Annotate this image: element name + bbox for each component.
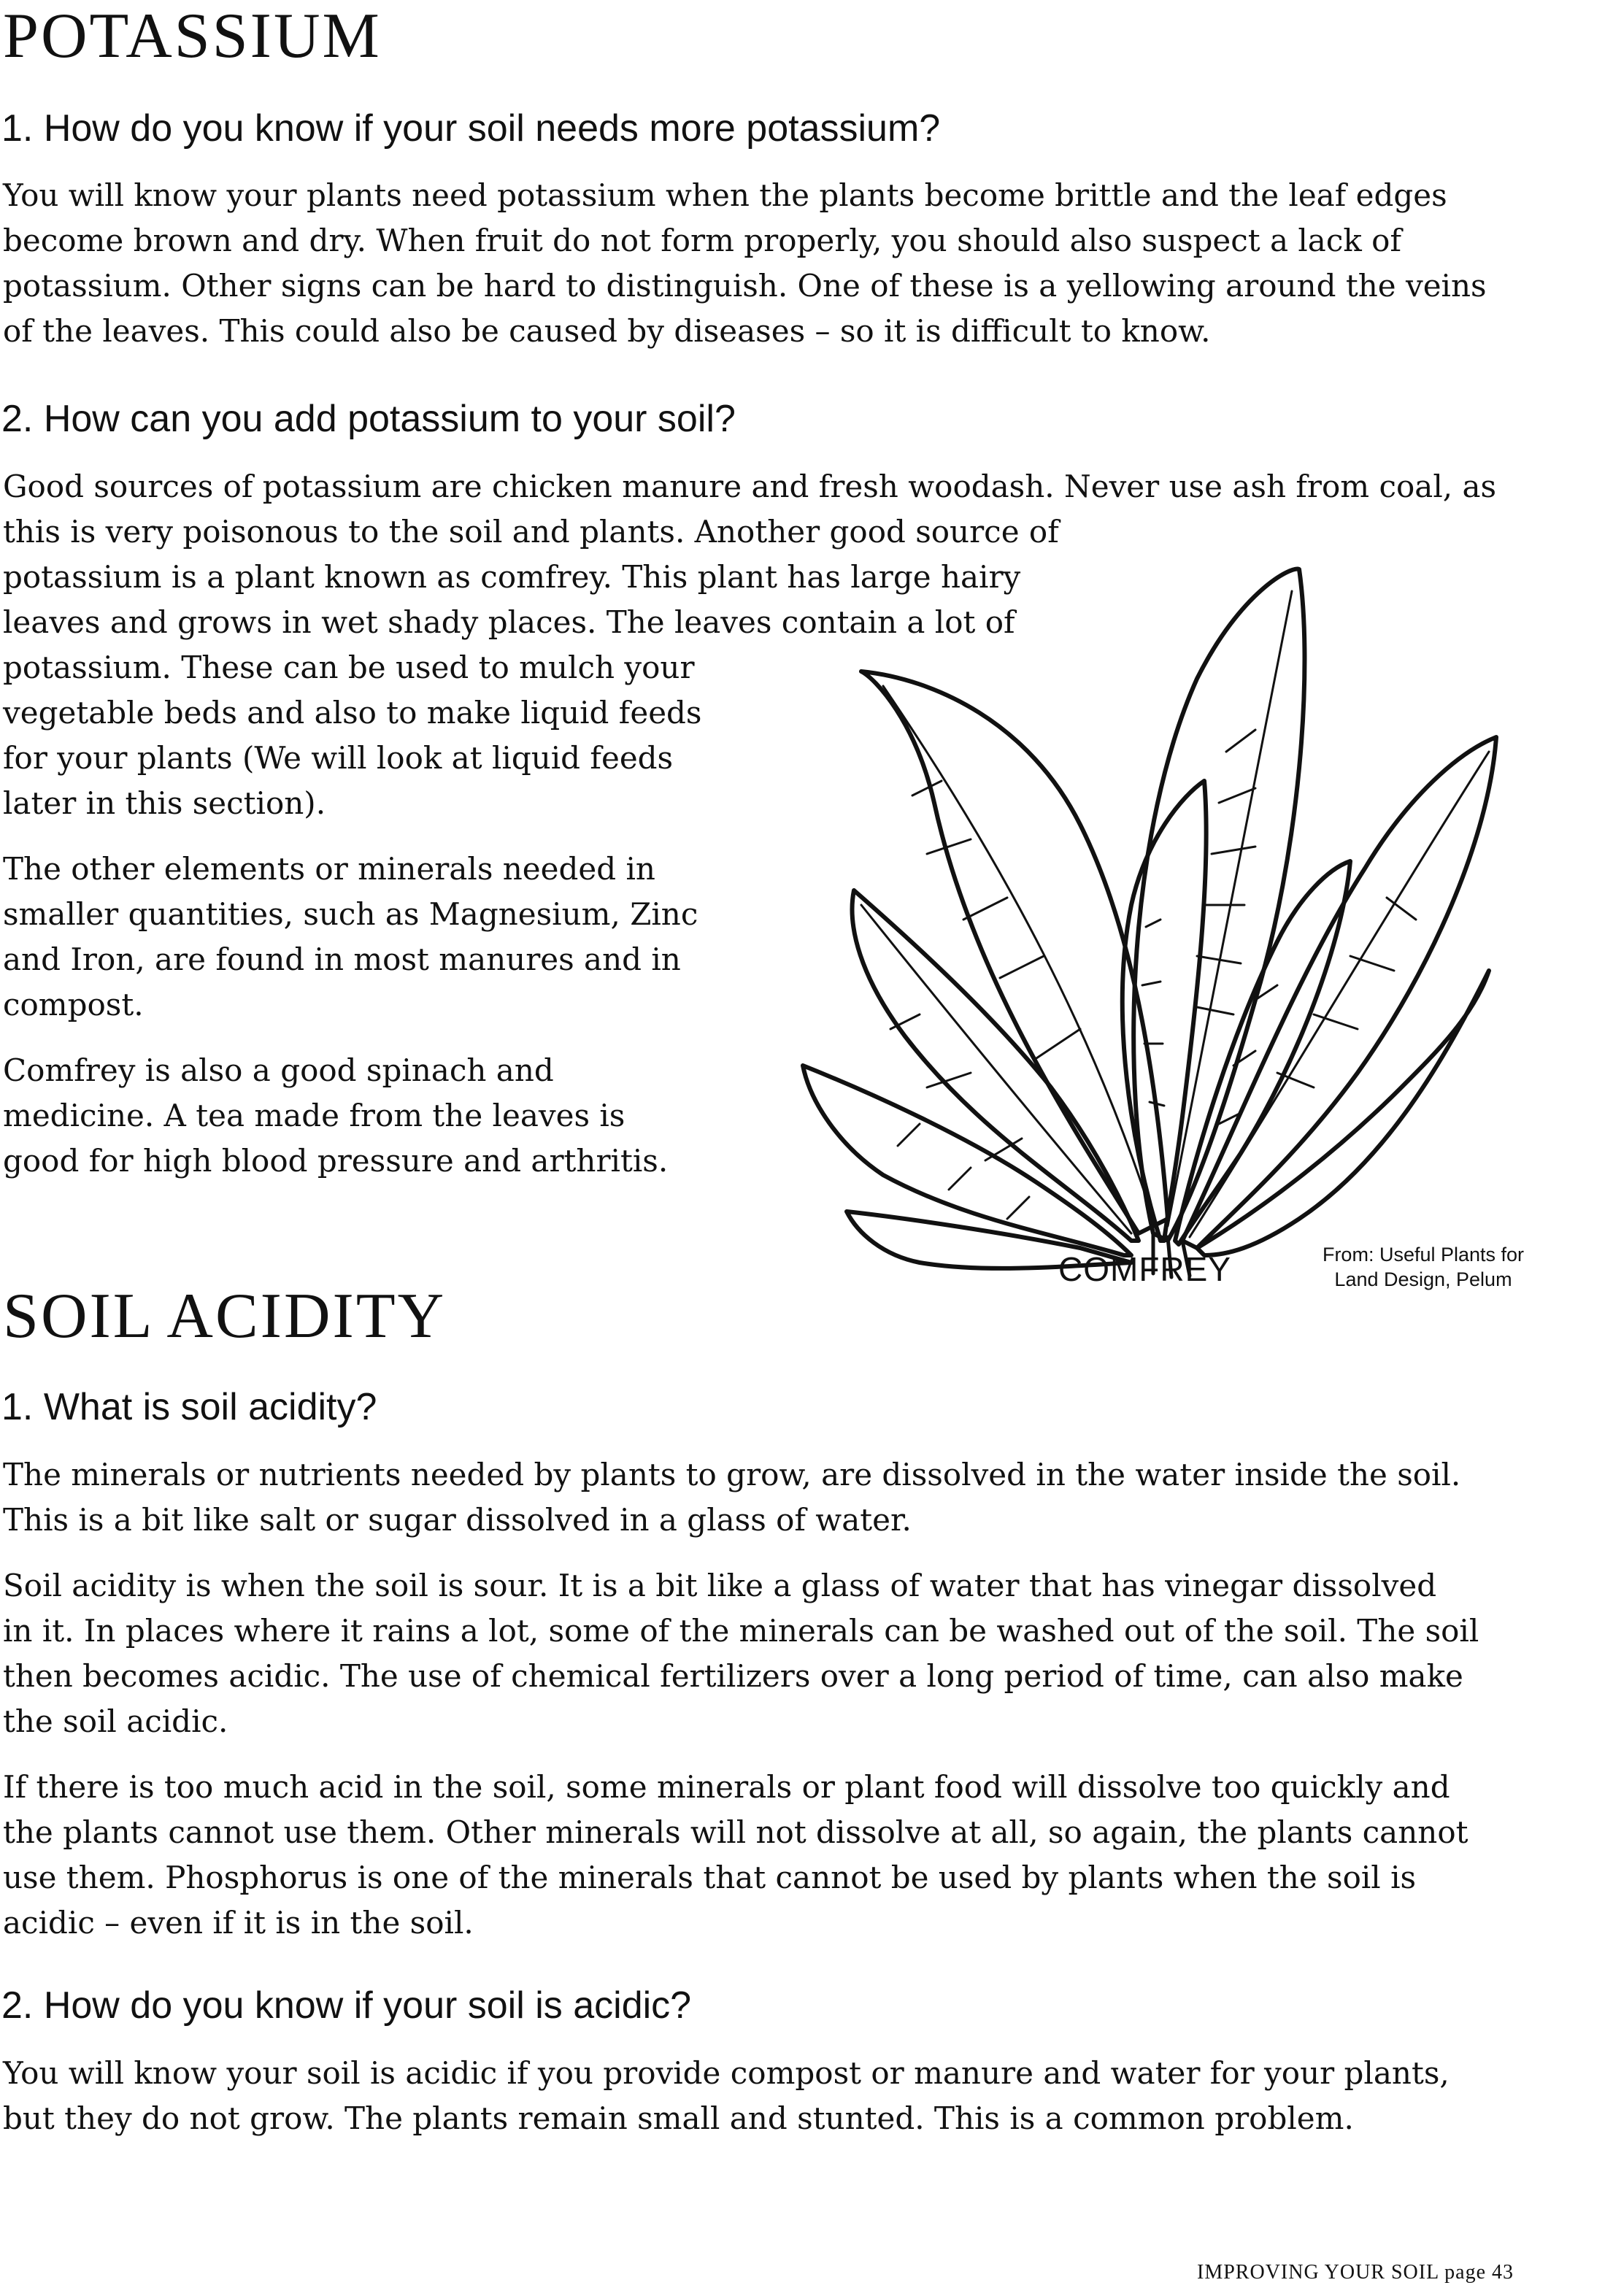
section-heading-soil-acidity: SOIL ACIDITY bbox=[3, 1281, 447, 1352]
text-line: If there is too much acid in the soil, some minerals or plant food will dissolve too quickly and bbox=[3, 1769, 1450, 1805]
text-line: potassium. These can be used to mulch your bbox=[3, 650, 695, 685]
illustration-source bbox=[1299, 1242, 1547, 1292]
paragraph bbox=[3, 1048, 668, 1184]
section-heading-potassium: POTASSIUM bbox=[3, 1, 382, 72]
text-line: You will know your plants need potassium when the plants become brittle and the leaf edges bbox=[3, 177, 1447, 213]
text-line: Land Design, Pelum bbox=[1334, 1268, 1512, 1290]
text-line: potassium is a plant known as comfrey. This plant has large hairy bbox=[3, 559, 1021, 595]
text-line: then becomes acidic. The use of chemical fertilizers over a long period of time, can also make bbox=[3, 1658, 1463, 1694]
text-line: medicine. A tea made from the leaves is bbox=[3, 1098, 625, 1133]
text-line: Comfrey is also a good spinach and bbox=[3, 1052, 554, 1088]
text-line: good for high blood pressure and arthritis. bbox=[3, 1143, 669, 1179]
text-line: From: Useful Plants for bbox=[1322, 1244, 1525, 1266]
text-line: You will know your soil is acidic if you provide compost or manure and water for your plants, bbox=[3, 2055, 1450, 2091]
question-heading: 2. How can you add potassium to your soil? bbox=[1, 398, 736, 440]
text-line: but they do not grow. The plants remain small and stunted. This is a common problem. bbox=[3, 2100, 1354, 2136]
text-line: Soil acidity is when the soil is sour. It is a bit like a glass of water that has vinegar dissolved bbox=[3, 1568, 1437, 1603]
text-line: use them. Phosphorus is one of the minerals that cannot be used by plants when the soil is bbox=[3, 1860, 1417, 1895]
text-line: of the leaves. This could also be caused by diseases – so it is difficult to know. bbox=[3, 313, 1211, 349]
text-line: vegetable beds and also to make liquid feeds bbox=[3, 695, 702, 731]
text-line: the soil acidic. bbox=[3, 1703, 228, 1739]
comfrey-illustration bbox=[788, 562, 1518, 1284]
text-line: compost. bbox=[3, 987, 144, 1022]
paragraph bbox=[3, 1452, 1460, 1543]
question-heading: 1. How do you know if your soil needs more potassium? bbox=[1, 107, 941, 150]
paragraph bbox=[3, 173, 1487, 354]
text-line: leaves and grows in wet shady places. The leaves contain a lot of bbox=[3, 604, 1015, 640]
text-line: for your plants (We will look at liquid feeds bbox=[3, 740, 674, 776]
paragraph bbox=[3, 847, 698, 1028]
page-footer: IMPROVING YOUR SOIL page 43 bbox=[1197, 2261, 1514, 2284]
paragraph bbox=[3, 1765, 1468, 1946]
illustration-caption: COMFREY bbox=[1058, 1250, 1231, 1288]
text-line: This is a bit like salt or sugar dissolved in a glass of water. bbox=[3, 1502, 912, 1538]
text-line: become brown and dry. When fruit do not form properly, you should also suspect a lack of bbox=[3, 223, 1402, 258]
text-line: and Iron, are found in most manures and in bbox=[3, 941, 681, 977]
text-line: this is very poisonous to the soil and plants. Another good source of bbox=[3, 514, 1059, 550]
text-line: The other elements or minerals needed in bbox=[3, 851, 655, 887]
question-heading: 1. What is soil acidity? bbox=[1, 1386, 377, 1428]
paragraph bbox=[3, 2051, 1450, 2141]
text-line: the plants cannot use them. Other minerals will not dissolve at all, so again, the plants cannot bbox=[3, 1814, 1468, 1850]
text-line: potassium. Other signs can be hard to distinguish. One of these is a yellowing around the veins bbox=[3, 268, 1487, 304]
text-line: in it. In places where it rains a lot, some of the minerals can be washed out of the soil. The soil bbox=[3, 1613, 1479, 1649]
paragraph bbox=[3, 1563, 1479, 1744]
text-line: Good sources of potassium are chicken manure and fresh woodash. Never use ash from coal, as bbox=[3, 469, 1497, 504]
text-line: later in this section). bbox=[3, 785, 326, 821]
text-line: The minerals or nutrients needed by plants to grow, are dissolved in the water inside the soil. bbox=[3, 1457, 1461, 1492]
text-line: acidic – even if it is in the soil. bbox=[3, 1905, 474, 1941]
question-heading: 2. How do you know if your soil is acidic? bbox=[1, 1984, 692, 2027]
text-line: smaller quantities, such as Magnesium, Zinc bbox=[3, 896, 698, 932]
